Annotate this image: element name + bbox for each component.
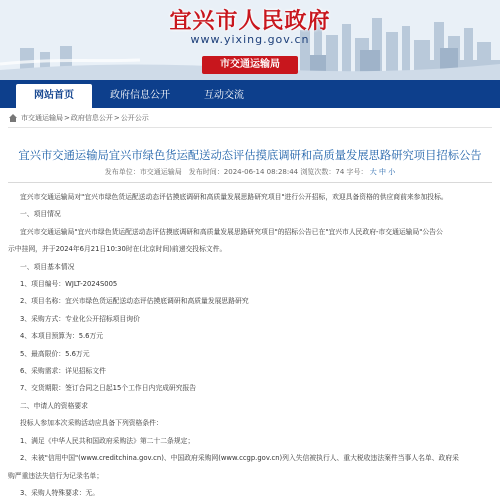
breadcrumb-separator: > <box>64 113 70 122</box>
font-size-large[interactable]: 大 <box>369 168 377 176</box>
paragraph: 宜兴市交通运输局"宜兴市绿色货运配送动态评估摸底调研和高质量发展思路研究项目"的招标公告已在"宜兴市人民政府-市交通运输局"公告公 <box>20 227 443 236</box>
breadcrumb-item-dept[interactable]: 市交通运输局 <box>21 113 63 122</box>
breadcrumb-item-public[interactable]: 公开公示 <box>120 113 149 122</box>
site-title: 宜兴市人民政府 <box>169 8 331 34</box>
paragraph: 投标人参加本次采购活动应具备下列资格条件： <box>20 419 163 428</box>
list-item: 1、满足《中华人民共和国政府采购法》第二十二条规定； <box>20 436 195 445</box>
section-heading: 一、项目情况 <box>20 210 61 219</box>
font-size-label: 字号： <box>346 168 368 176</box>
meta-info: 发布单位：市交通运输局 发布时间：2024-06-14 08:28:44 浏览次数： <box>104 168 336 176</box>
section-heading: 二、申请人的资格要求 <box>20 401 88 410</box>
list-item: 7、交货期限：签订合同之日起15个工作日内完成研究报告 <box>20 384 197 393</box>
nav-item-home[interactable]: 网站首页 <box>16 84 92 108</box>
list-item: 6、采购需求：详见招标文件 <box>20 367 106 376</box>
font-size-small[interactable]: 小 <box>388 168 396 176</box>
breadcrumb-item-gov-info[interactable]: 政府信息公开 <box>70 113 113 122</box>
view-count: 74 <box>335 168 345 176</box>
paragraph: 购严重违法失信行为记录名单； <box>8 471 104 480</box>
paragraph: 宜兴市交通运输局对"宜兴市绿色货运配送动态评估摸底调研和高质量发展思路研究项目"进行公开招标，欢迎具备资格的供应商前来参加投标。 <box>20 193 448 201</box>
main-nav <box>0 80 500 108</box>
paragraph: 示中挂网，并于2024年6月21日10:30时在(北京时间)前递交投标文件。 <box>8 245 227 254</box>
breadcrumb-separator: > <box>113 113 120 122</box>
breadcrumb <box>8 108 492 128</box>
list-item: 5、最高限价：5.6万元 <box>20 349 90 358</box>
site-url: www.yixing.gov.cn <box>190 33 310 46</box>
article-meta <box>8 167 492 183</box>
list-item: 3、采购人特殊要求：无。 <box>20 488 100 497</box>
article-body <box>8 189 492 502</box>
nav-item-interaction[interactable]: 互动交流 <box>204 90 244 101</box>
department-badge[interactable]: 市交通运输局 <box>202 56 298 74</box>
list-item: 3、采购方式：专业化公开招标项目询价 <box>20 314 140 323</box>
list-item: 1、项目编号：WJLT-2024S005 <box>20 280 118 289</box>
list-item: 4、本项目预算为：5.6万元 <box>20 332 104 341</box>
list-item: 2、项目名称：宜兴市绿色货运配送动态评估摸底调研和高质量发展思路研究 <box>20 297 249 306</box>
site-banner <box>0 0 500 80</box>
article-title: 宜兴市交通运输局宜兴市绿色货运配送动态评估摸底调研和高质量发展思路研究项目招标公告 <box>18 149 482 162</box>
font-size-medium[interactable]: 中 <box>378 168 386 176</box>
list-item: 2、未被"信用中国"(www.creditchina.gov.cn)、中国政府采购网(www.ccgp.gov.cn)列入失信被执行人、重大税收违法案件当事人名单、政府采 <box>20 454 459 463</box>
section-heading: 一、项目基本情况 <box>20 262 75 271</box>
main-content <box>0 108 500 502</box>
nav-item-gov-info[interactable]: 政府信息公开 <box>110 90 170 101</box>
home-icon <box>8 113 18 123</box>
